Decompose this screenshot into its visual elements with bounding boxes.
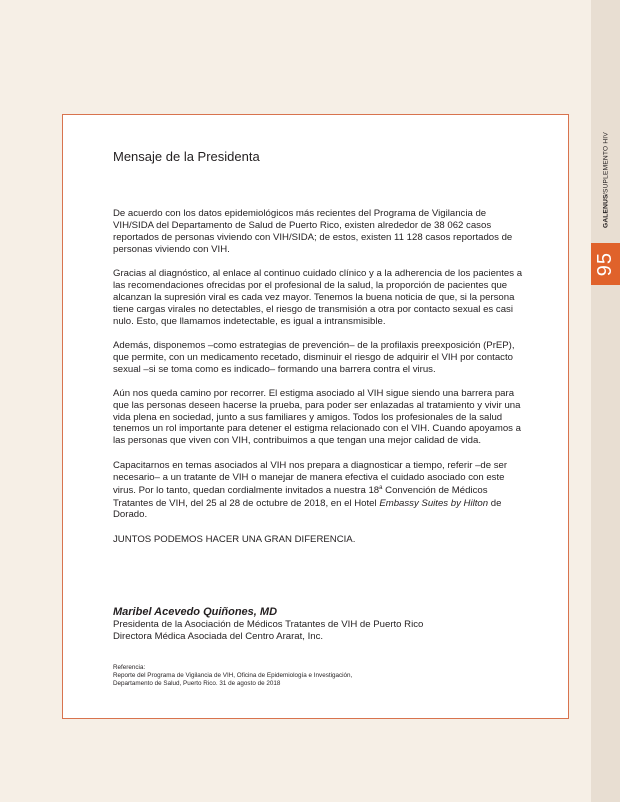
reference-block [113,664,527,688]
reference-label: Referencia: [113,664,146,671]
signature-role: Directora Médica Asociada del Centro Ararat, Inc. [113,630,324,642]
page-title: Mensaje de la Presidenta [113,149,260,164]
signature-role: Presidenta de la Asociación de Médicos Tratantes de VIH de Puerto Rico [113,619,424,630]
paragraph-text: Convención de Médicos Tratantes de VIH, del 25 al 28 de octubre de 2018, en el Hotel [113,485,488,509]
running-head-separator: / [602,192,610,195]
reference-line: Reporte del Programa de Vigilancia de VIH, Oficina de Epidemiología e Investigación, [113,672,353,680]
paragraph: Además, disponemos –como estrategias de prevención– de la profilaxis preexposición (PrEP), que permite, con un medicamento recetado, disminuir el riesgo de adquirir el VIH por contacto sexual –si se toma como es indicado– formando una barrera contra el virus. [113,339,515,375]
page-number: 95 [594,251,616,277]
reference-line: Departamento de Salud, Puerto Rico. 31 de agosto de 2018 [113,680,281,688]
paragraph-convention [113,460,527,522]
hotel-name: Embassy Suites by Hilton [379,497,489,509]
message-frame [62,114,569,719]
paragraph: De acuerdo con los datos epidemiológicos más recientes del Programa de Vigilancia de VIH/SIDA del Departamento de Salud de Puerto Rico, existen alrededor de 38 062 casos reportados de personas viviendo con VIH/SIDA; de estos, existen 11 128 casos reportados de personas viviendo con VIH. [113,208,513,255]
running-head-journal: GALENUS [602,194,610,229]
paragraph-text: Capacitarnos en temas asociados al VIH nos prepara a diagnosticar a tiempo, referir –de ser necesario– a un tratante de VIH o manejar de manera efectiva el cuidado asociado con este virus. Por lo tanto, quedan cordialmente invitados a nuestra 18 [113,459,508,497]
running-head [592,120,620,240]
signature-block [113,606,527,643]
signature-name: Maribel Acevedo Quiñones, MD [113,606,278,618]
paragraph: Aún nos queda camino por recorrer. El estigma asociado al VIH sigue siendo una barrera para que las personas deseen hacerse la prueba, para poder ser enlazadas al tratamiento y vivir una vida plena en sociedad, junto a sus familiares y amigos. Todos los profesionales de la salud tenemos un rol importante para detener el estigma relacionado con el VIH. Cuando apoyamos a las personas que viven con VIH, contribuimos a que tengan una mejor calidad de vida. [113,387,521,447]
paragraph: Gracias al diagnóstico, al enlace al continuo cuidado clínico y a la adherencia de los pacientes a las recomendaciones ofrecidas por el profesional de la salud, la proporción de pacientes que alcanzan la supresión viral es cada vez mayor. Tenemos la buena noticia de que, si la persona tiene cargas virales no detectables, el riesgo de transmisión a otra por contacto sexual es casi nulo. Esto, que llamamos indetectable, es igual a intransmisible. [113,267,523,327]
page-number-box [591,243,620,285]
closing-line: JUNTOS PODEMOS HACER UNA GRAN DIFERENCIA. [113,533,356,545]
ordinal-superscript: a [379,485,383,492]
running-head-section: SUPLEMENTO HIV [602,131,610,193]
message-body [113,208,527,558]
paragraph-text: de Dorado. [113,497,502,521]
